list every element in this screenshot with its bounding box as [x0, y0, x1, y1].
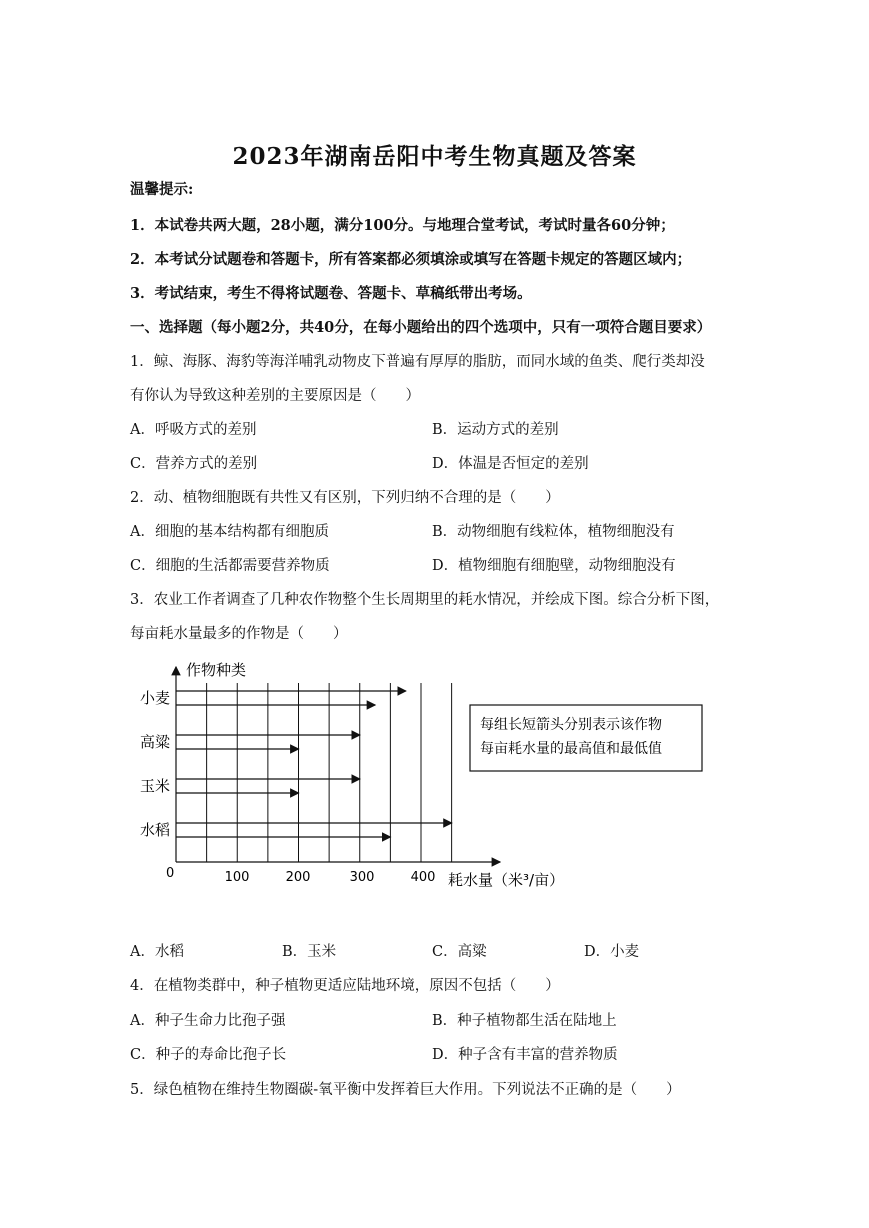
q1-option-b: B．运动方式的差别: [432, 422, 559, 438]
origin-label: 0: [166, 866, 175, 881]
q4-option-b: B．种子植物都生活在陆地上: [432, 1013, 617, 1029]
chart-bars: [176, 691, 452, 837]
q2-option-a: A．细胞的基本结构都有细胞质: [130, 524, 329, 540]
q4-stem: 4．在植物类群中，种子植物更适应陆地环境，原因不包括（ ）: [130, 978, 560, 994]
q3-stem-2: 每亩耗水量最多的作物是（ ）: [130, 626, 348, 642]
chart-grid: [207, 683, 452, 862]
tip-1: 1．本试卷共两大题，28小题，满分100分。与地理合堂考试，考试时量各60分钟；: [130, 217, 675, 234]
q1-stem-1: 1．鲸、海豚、海豹等海洋哺乳动物皮下普遍有厚厚的脂肪，而同水域的鱼类、爬行类却没: [130, 354, 705, 370]
x-tick-label: 400: [410, 870, 436, 885]
category-label: 水稻: [140, 821, 171, 839]
x-axis-label: 耗水量（米³/亩）: [448, 871, 565, 889]
q2-stem: 2．动、植物细胞既有共性又有区别，下列归纳不合理的是（ ）: [130, 490, 560, 506]
x-tick-label: 200: [285, 870, 311, 885]
q4-option-a: A．种子生命力比孢子强: [130, 1013, 286, 1029]
q1-stem-2: 有你认为导致这种差别的主要原因是（ ）: [130, 388, 420, 404]
category-label: 小麦: [140, 689, 171, 707]
q1-option-d: D．体温是否恒定的差别: [432, 456, 589, 472]
annotation-box: [470, 705, 702, 771]
category-label: 高粱: [140, 733, 171, 751]
y-axis-label: 作物种类: [186, 661, 247, 679]
q5-stem: 5．绿色植物在维持生物圈碳-氧平衡中发挥着巨大作用。下列说法不正确的是（ ）: [130, 1082, 681, 1098]
q3-option-a: A．水稻: [130, 944, 184, 960]
tips-heading: 温馨提示:: [130, 181, 194, 198]
page-title: 2023年湖南岳阳中考生物真题及答案: [232, 143, 637, 170]
category-label: 玉米: [140, 777, 171, 795]
q4-option-c: C．种子的寿命比孢子长: [130, 1047, 287, 1063]
annotation-line-2: 每亩耗水量的最高值和最低值: [480, 741, 662, 757]
x-tick-label: 300: [349, 870, 375, 885]
q1-option-a: A．呼吸方式的差别: [130, 422, 257, 438]
q3-stem-1: 3．农业工作者调查了几种农作物整个生长周期里的耗水情况，并绘成下图。综合分析下图，: [130, 592, 720, 608]
annotation-line-1: 每组长短箭头分别表示该作物: [480, 717, 662, 733]
q2-option-c: C．细胞的生活都需要营养物质: [130, 558, 330, 574]
q3-option-b: B．玉米: [282, 944, 337, 960]
x-tick-label: 100: [224, 870, 250, 885]
tip-3: 3．考试结束，考生不得将试题卷、答题卡、草稿纸带出考场。: [130, 285, 532, 302]
q2-option-d: D．植物细胞有细胞壁，动物细胞没有: [432, 558, 676, 574]
tip-2: 2．本考试分试题卷和答题卡，所有答案都必须填涂或填写在答题卡规定的答题区域内；: [130, 251, 692, 268]
water-consumption-chart: [130, 655, 710, 895]
q1-option-c: C．营养方式的差别: [130, 456, 258, 472]
q2-option-b: B．动物细胞有线粒体，植物细胞没有: [432, 524, 675, 540]
section-heading: 一、选择题（每小题2分，共40分，在每小题给出的四个选项中，只有一项符合题目要求）: [130, 319, 712, 336]
q3-option-d: D．小麦: [584, 944, 640, 960]
q4-option-d: D．种子含有丰富的营养物质: [432, 1047, 618, 1063]
q3-option-c: C．高粱: [432, 944, 487, 960]
